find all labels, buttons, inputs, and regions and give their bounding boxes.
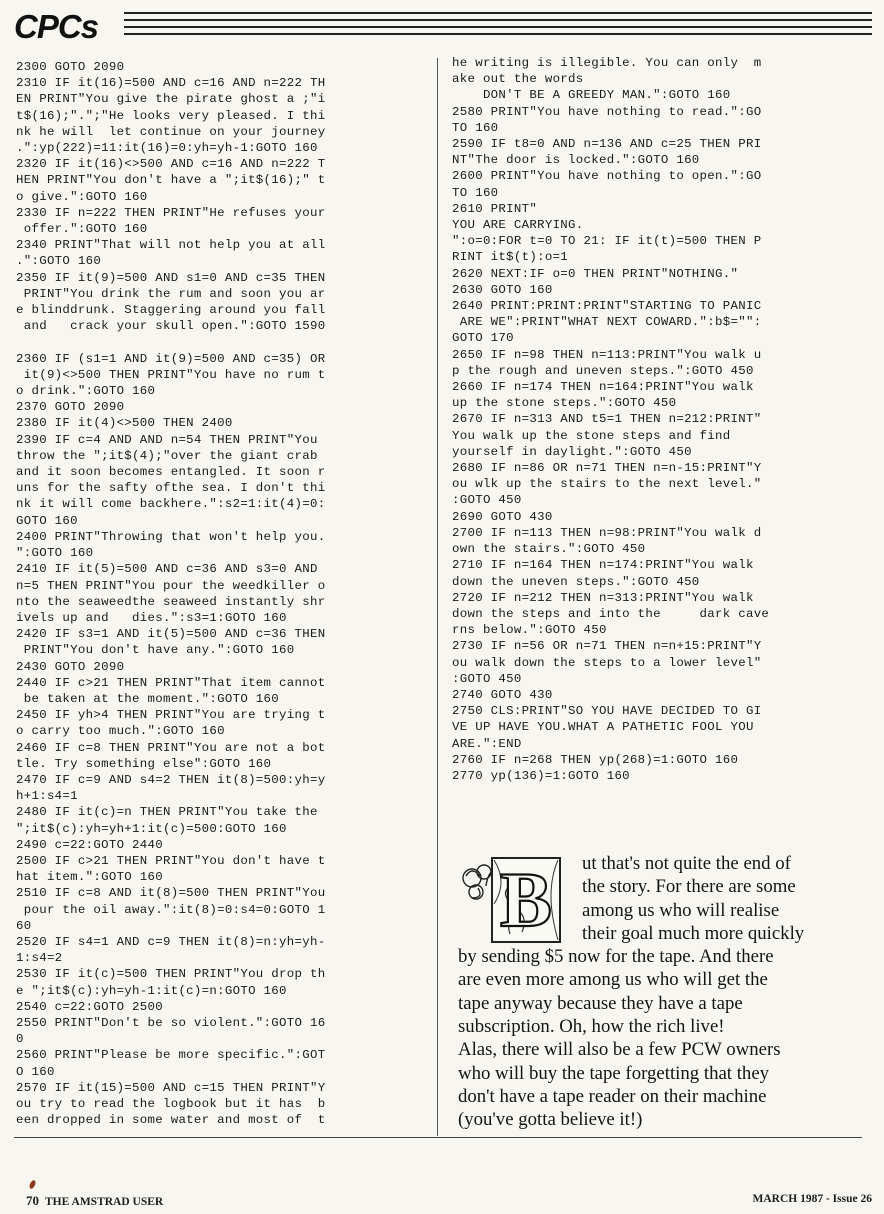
prose-line: tape anyway because they have a tape — [458, 992, 743, 1014]
code-line: 2720 IF n=212 THEN n=313:PRINT"You walk — [452, 590, 754, 605]
code-line: 2390 IF c=4 AND AND n=54 THEN PRINT"You — [16, 432, 318, 447]
prose-line: (you've gotta believe it!) — [458, 1109, 643, 1131]
code-line: 2350 IF it(9)=500 AND s1=0 AND c=35 THEN — [16, 270, 326, 285]
code-line: 2470 IF c=9 AND s4=2 THEN it(8)=500:yh=y — [16, 772, 326, 787]
code-line: TO 160 — [452, 120, 499, 135]
column-divider — [437, 58, 438, 1136]
code-line: 2620 NEXT:IF o=0 THEN PRINT"NOTHING." — [452, 266, 739, 281]
code-line: e ";it$(c):yh=yh-1:it(c)=n:GOTO 160 — [16, 983, 287, 998]
code-line: 0 — [16, 1032, 24, 1047]
code-line: hat item.":GOTO 160 — [16, 870, 163, 885]
code-line: 2400 PRINT"Throwing that won't help you. — [16, 529, 326, 544]
code-line: offer.":GOTO 160 — [16, 222, 148, 237]
code-line: up the stone steps.":GOTO 450 — [452, 396, 677, 411]
code-line: be taken at the moment.":GOTO 160 — [16, 691, 280, 706]
section-title: CPCs — [14, 8, 99, 45]
prose-line: are even more among us who will get the — [458, 969, 768, 991]
code-line: 2770 yp(136)=1:GOTO 160 — [452, 768, 630, 783]
prose-line: among us who will realise — [582, 899, 780, 921]
footer-left — [26, 1193, 163, 1209]
code-line: h+1:s4=1 — [16, 789, 78, 804]
code-line: ivels up and dies.":s3=1:GOTO 160 — [16, 610, 287, 625]
code-line: throw the ";it$(4);"over the giant crab — [16, 448, 318, 463]
code-line: 2320 IF it(16)<>500 AND c=16 AND n=222 T — [16, 157, 326, 172]
code-line: nto the seaweedthe seaweed instantly shr — [16, 594, 326, 609]
code-line: ou walk down the steps to a lower level" — [452, 655, 762, 670]
code-line: 2670 IF n=313 AND t5=1 THEN n=212:PRINT" — [452, 412, 762, 427]
prose-line: ut that's not quite the end of — [582, 853, 791, 874]
code-line: p the rough and uneven steps.":GOTO 450 — [452, 363, 754, 378]
code-line: HEN PRINT"You don't have a ";it$(16);" t — [16, 173, 326, 188]
ink-blot — [28, 1179, 36, 1189]
code-line: 1:s4=2 — [16, 951, 63, 966]
publication-name: THE AMSTRAD USER — [45, 1196, 164, 1208]
code-line: 2500 IF c>21 THEN PRINT"You don't have t — [16, 853, 326, 868]
article-prose — [458, 852, 863, 1132]
code-line: 2520 IF s4=1 AND c=9 THEN it(8)=n:yh=yh- — [16, 934, 326, 949]
code-line: :GOTO 450 — [452, 493, 522, 508]
code-line: he writing is illegible. You can only m — [452, 56, 762, 70]
code-line — [16, 334, 325, 350]
page-number: 70 — [26, 1193, 39, 1208]
issue-info: MARCH 1987 - Issue 26 — [752, 1193, 872, 1205]
code-line: 2460 IF c=8 THEN PRINT"You are not a bot — [16, 740, 326, 755]
code-line: 2550 PRINT"Don't be so violent.":GOTO 16 — [16, 1015, 326, 1030]
code-line: 2630 GOTO 160 — [452, 282, 553, 297]
code-line: ARE.":END — [452, 736, 522, 751]
prose-line: subscription. Oh, how the rich live! — [458, 1016, 725, 1038]
code-line: tle. Try something else":GOTO 160 — [16, 756, 272, 771]
prose-line: don't have a tape reader on their machine — [458, 1085, 767, 1107]
code-line: 2730 IF n=56 OR n=71 THEN n=n+15:PRINT"Y — [452, 639, 762, 654]
code-line: 2690 GOTO 430 — [452, 509, 553, 524]
code-line: .":GOTO 160 — [16, 254, 102, 269]
code-line: 2610 PRINT" — [452, 201, 538, 216]
code-line: 2360 IF (s1=1 AND it(9)=500 AND c=35) OR — [16, 351, 326, 366]
code-line: 2370 GOTO 2090 — [16, 400, 125, 415]
code-line: o drink.":GOTO 160 — [16, 384, 156, 399]
code-line: yourself in daylight.":GOTO 450 — [452, 444, 692, 459]
column-bottom-rule — [14, 1137, 862, 1138]
page-header — [12, 4, 872, 48]
code-line: and crack your skull open.":GOTO 1590 — [16, 319, 326, 334]
code-line: pour the oil away.":it(8)=0:s4=0:GOTO 1 — [16, 902, 326, 917]
code-line: o carry too much.":GOTO 160 — [16, 724, 225, 739]
code-line: GOTO 170 — [452, 331, 514, 346]
code-line: 2300 GOTO 2090 — [16, 60, 125, 74]
code-line: 2440 IF c>21 THEN PRINT"That item cannot — [16, 675, 326, 690]
prose-line: by sending $5 now for the tape. And there — [458, 946, 774, 968]
code-line: DON'T BE A GREEDY MAN.":GOTO 160 — [452, 88, 731, 103]
code-line: t$(16);".";"He looks very pleased. I thi — [16, 108, 326, 123]
code-line: YOU ARE CARRYING. — [452, 218, 584, 233]
code-line: and it soon becomes entangled. It soon r — [16, 465, 326, 480]
code-line: 2710 IF n=164 THEN n=174:PRINT"You walk — [452, 558, 754, 573]
code-line: O 160 — [16, 1064, 55, 1079]
code-line: nk it will come backhere.":s2=1:it(4)=0: — [16, 497, 326, 512]
code-line: 2750 CLS:PRINT"SO YOU HAVE DECIDED TO GI — [452, 704, 762, 719]
code-line: 2760 IF n=268 THEN yp(268)=1:GOTO 160 — [452, 752, 739, 767]
code-line: down the steps and into the dark cave — [452, 606, 770, 621]
basic-listing-right-column — [452, 55, 769, 784]
code-line: 2330 IF n=222 THEN PRINT"He refuses your — [16, 205, 326, 220]
code-line: n=5 THEN PRINT"You pour the weedkiller o — [16, 578, 326, 593]
code-line: 2580 PRINT"You have nothing to read.":GO — [452, 104, 762, 119]
code-line: ou wlk up the stairs to the next level." — [452, 477, 762, 492]
prose-indented-lines — [458, 852, 863, 945]
code-line: :GOTO 450 — [452, 671, 522, 686]
code-line: 2430 GOTO 2090 — [16, 659, 125, 674]
code-line: 2740 GOTO 430 — [452, 687, 553, 702]
code-line: 2640 PRINT:PRINT:PRINT"STARTING TO PANIC — [452, 299, 762, 314]
code-line: ake out the words — [452, 72, 584, 87]
code-line: 2570 IF it(15)=500 AND c=15 THEN PRINT"Y — [16, 1080, 326, 1095]
code-line: NT"The door is locked.":GOTO 160 — [452, 153, 700, 168]
basic-listing-left-column — [16, 59, 325, 1128]
code-line: 2530 IF it(c)=500 THEN PRINT"You drop th — [16, 967, 326, 982]
code-line: PRINT"You drink the rum and soon you ar — [16, 286, 326, 301]
code-line: .":yp(222)=11:it(16)=0:yh=yh-1:GOTO 160 — [16, 141, 318, 156]
code-line: o give.":GOTO 160 — [16, 189, 148, 204]
code-line: ":GOTO 160 — [16, 546, 94, 561]
prose-line: Alas, there will also be a few PCW owners — [458, 1039, 781, 1061]
code-line: 2680 IF n=86 OR n=71 THEN n=n-15:PRINT"Y — [452, 461, 762, 476]
code-line: RINT it$(t):o=1 — [452, 250, 569, 265]
code-line: 2380 IF it(4)<>500 THEN 2400 — [16, 416, 233, 431]
code-line: ARE WE":PRINT"WHAT NEXT COWARD.":b$="": — [452, 315, 762, 330]
prose-line: who will buy the tape forgetting that they — [458, 1062, 770, 1084]
code-line: TO 160 — [452, 185, 499, 200]
code-line: PRINT"You don't have any.":GOTO 160 — [16, 643, 295, 658]
code-line: ";it$(c):yh=yh+1:it(c)=500:GOTO 160 — [16, 821, 287, 836]
code-line: 2650 IF n=98 THEN n=113:PRINT"You walk u — [452, 347, 762, 362]
code-line: 2490 c=22:GOTO 2440 — [16, 837, 163, 852]
code-line: 60 — [16, 918, 32, 933]
code-line: ":o=0:FOR t=0 TO 21: IF it(t)=500 THEN P — [452, 234, 762, 249]
code-line: rns below.":GOTO 450 — [452, 623, 607, 638]
code-line: 2450 IF yh>4 THEN PRINT"You are trying t — [16, 708, 326, 723]
code-line: 2480 IF it(c)=n THEN PRINT"You take the — [16, 805, 318, 820]
code-line: EN PRINT"You give the pirate ghost a ;"i — [16, 92, 326, 107]
header-rules — [124, 12, 872, 40]
code-line: e blinddrunk. Staggering around you fall — [16, 303, 326, 318]
code-line: 2420 IF s3=1 AND it(5)=500 AND c=36 THEN — [16, 627, 326, 642]
code-line: 2540 c=22:GOTO 2500 — [16, 999, 163, 1014]
prose-line: their goal much more quickly — [582, 922, 805, 944]
code-line: down the uneven steps.":GOTO 450 — [452, 574, 700, 589]
code-line: 2590 IF t8=0 AND n=136 AND c=25 THEN PRI — [452, 137, 762, 152]
code-line: GOTO 160 — [16, 513, 78, 528]
code-line: 2700 IF n=113 THEN n=98:PRINT"You walk d — [452, 525, 762, 540]
code-line: You walk up the stone steps and find — [452, 428, 731, 443]
code-line: VE UP HAVE YOU.WHAT A PATHETIC FOOL YOU — [452, 720, 754, 735]
prose-lines — [458, 945, 863, 1131]
code-line: 2560 PRINT"Please be more specific.":GOT — [16, 1048, 326, 1063]
code-line: 2410 IF it(5)=500 AND c=36 AND s3=0 AND — [16, 562, 318, 577]
code-line: 2660 IF n=174 THEN n=164:PRINT"You walk — [452, 380, 754, 395]
code-line: own the stairs.":GOTO 450 — [452, 542, 646, 557]
code-line: it(9)<>500 THEN PRINT"You have no rum t — [16, 367, 326, 382]
code-line: ou try to read the logbook but it has b — [16, 1097, 326, 1111]
code-line: nk he will let continue on your journey — [16, 124, 326, 139]
code-line: 2510 IF c=8 AND it(8)=500 THEN PRINT"You — [16, 886, 326, 901]
code-line: een dropped in some water and most of t — [16, 1113, 326, 1128]
code-line: 2600 PRINT"You have nothing to open.":GO — [452, 169, 762, 184]
code-line: 2340 PRINT"That will not help you at all — [16, 238, 326, 253]
code-line: uns for the safty ofthe sea. I don't thi — [16, 481, 326, 496]
prose-line: the story. For there are some — [582, 876, 796, 898]
dropcap-letter: B — [499, 856, 553, 943]
code-line: 2310 IF it(16)=500 AND c=16 AND n=222 TH — [16, 76, 326, 91]
